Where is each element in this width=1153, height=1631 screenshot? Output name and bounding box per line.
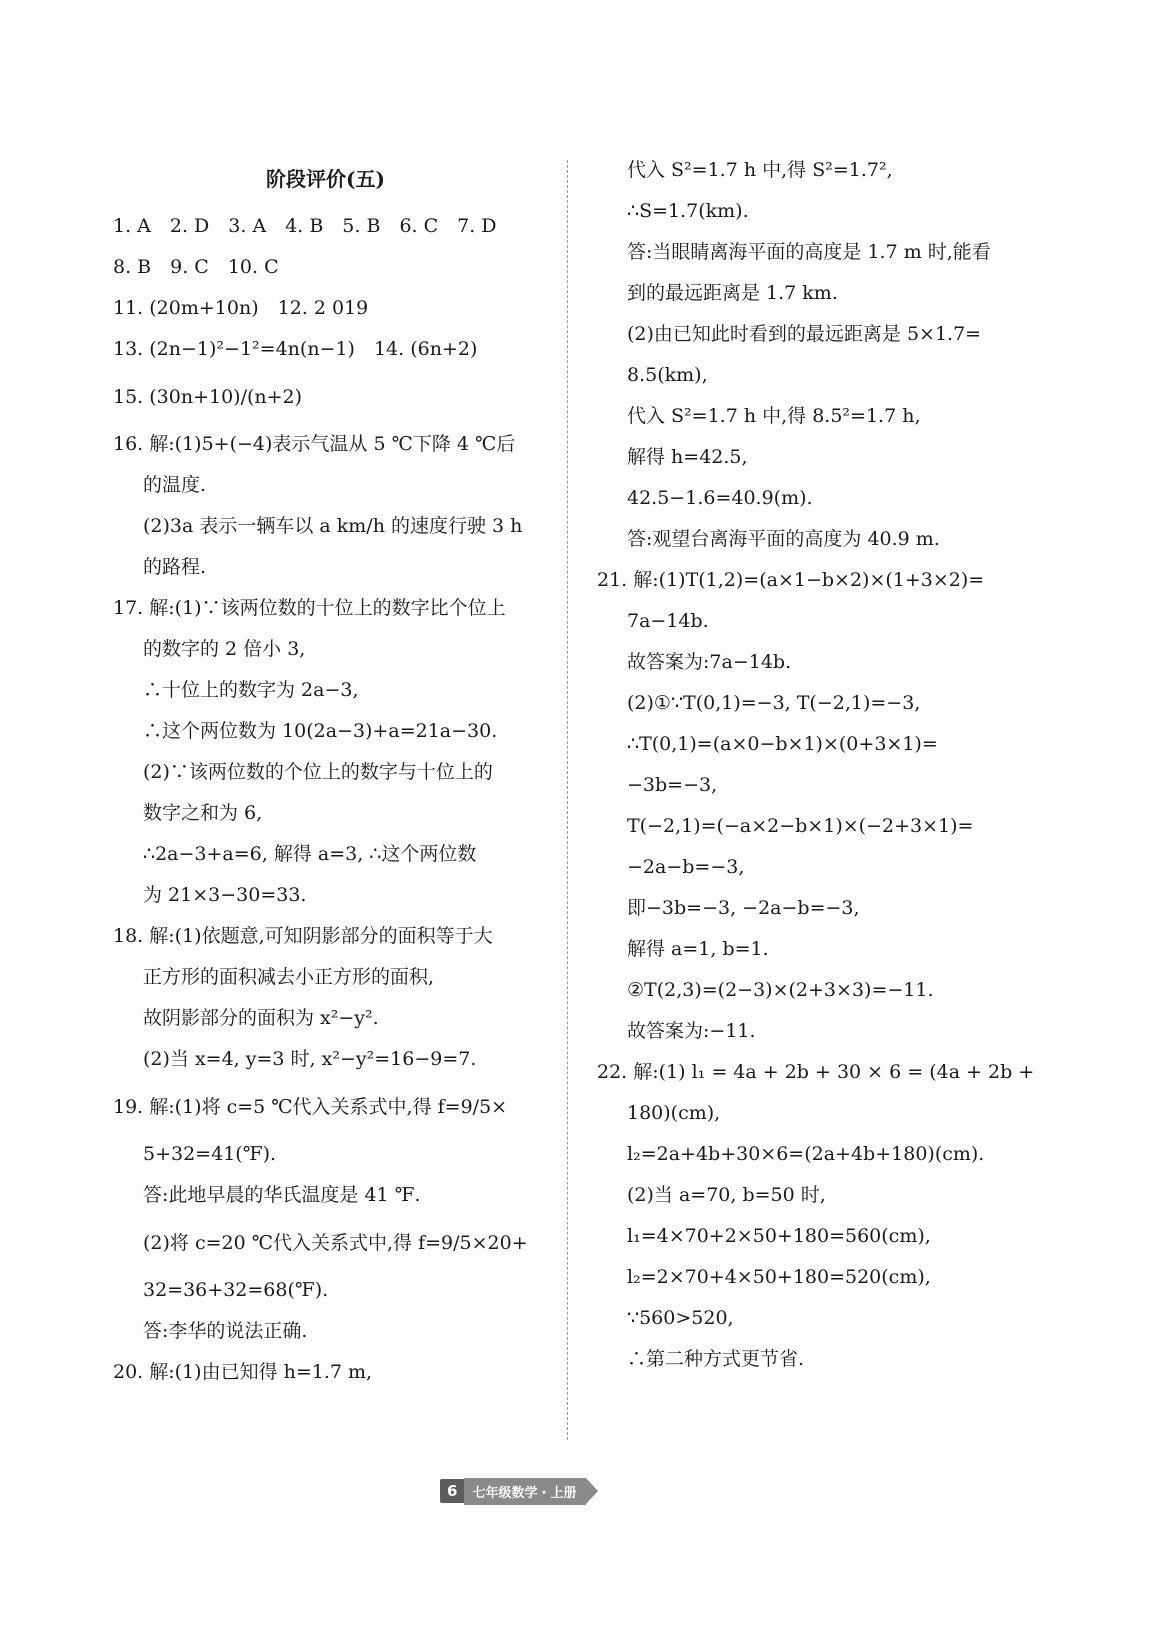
answer-line: 为 21×3−30=33. bbox=[143, 884, 307, 906]
book-title: 七年级数学・上册 bbox=[464, 1478, 586, 1505]
answer-line: 42.5−1.6=40.9(m). bbox=[627, 487, 813, 509]
right-answer-lines bbox=[597, 150, 1037, 1380]
answer-line: 答:当眼睛离海平面的高度是 1.7 m 时,能看 bbox=[627, 241, 991, 263]
answer-line: (2)当 a=70, b=50 时, bbox=[627, 1184, 826, 1206]
answer-line: 22. 解:(1) l₁ = 4a + 2b + 30 × 6 = (4a + 2b + bbox=[597, 1061, 1035, 1083]
answer-line: 32=36+32=68(℉). bbox=[143, 1279, 329, 1301]
left-answer-lines bbox=[113, 206, 538, 1393]
answer-line: −2a−b=−3, bbox=[627, 856, 745, 878]
answer-line: 故阴影部分的面积为 x²−y². bbox=[143, 1007, 379, 1029]
answer-line: T(−2,1)=(−a×2−b×1)×(−2+3×1)= bbox=[627, 815, 974, 837]
answer-line: 正方形的面积减去小正方形的面积, bbox=[143, 966, 435, 988]
right-column bbox=[597, 150, 1037, 1380]
page-footer bbox=[440, 1478, 598, 1504]
answer-line: 5+32=41(℉). bbox=[143, 1143, 277, 1165]
left-column bbox=[113, 150, 538, 1393]
answer-line: l₁=4×70+2×50+180=560(cm), bbox=[627, 1225, 931, 1247]
answer-line: l₂=2a+4b+30×6=(2a+4b+180)(cm). bbox=[627, 1143, 985, 1165]
answer-line: −3b=−3, bbox=[627, 774, 718, 796]
answer-line: (2)由已知此时看到的最远距离是 5×1.7= bbox=[627, 323, 982, 345]
answer-line: 8.5(km), bbox=[627, 364, 708, 386]
answer-line: ∴S=1.7(km). bbox=[627, 200, 749, 222]
answer-line: 解得 h=42.5, bbox=[627, 446, 748, 468]
answer-line: 180)(cm), bbox=[627, 1102, 721, 1124]
answer-line: 解得 a=1, b=1. bbox=[627, 938, 769, 960]
answer-line: 的路程. bbox=[143, 556, 207, 578]
answer-line: (2)当 x=4, y=3 时, x²−y²=16−9=7. bbox=[143, 1048, 477, 1070]
answer-line: 17. 解:(1)∵该两位数的十位上的数字比个位上 bbox=[113, 597, 506, 619]
answer-line: ∴T(0,1)=(a×0−b×1)×(0+3×1)= bbox=[627, 733, 938, 755]
answer-line: 代入 S²=1.7 h 中,得 8.5²=1.7 h, bbox=[627, 405, 921, 427]
answer-line: (2)①∵T(0,1)=−3, T(−2,1)=−3, bbox=[627, 692, 921, 714]
answer-line: ∴2a−3+a=6, 解得 a=3, ∴这个两位数 bbox=[143, 843, 477, 865]
answer-line: 代入 S²=1.7 h 中,得 S²=1.7², bbox=[627, 159, 893, 181]
answer-line: 故答案为:−11. bbox=[627, 1020, 756, 1042]
answer-line: 即−3b=−3, −2a−b=−3, bbox=[627, 897, 860, 919]
answer-line: 19. 解:(1)将 c=5 ℃代入关系式中,得 f=9/5× bbox=[113, 1096, 508, 1118]
answer-line: ∴第二种方式更节省. bbox=[627, 1348, 805, 1370]
answer-line: 11. (20m+10n) 12. 2 019 bbox=[113, 297, 369, 319]
answer-line: ∵560>520, bbox=[627, 1307, 734, 1329]
answer-line: 答:此地早晨的华氏温度是 41 ℉. bbox=[143, 1184, 421, 1206]
page-number: 6 bbox=[440, 1479, 464, 1503]
answer-line: 的数字的 2 倍小 3, bbox=[143, 638, 306, 660]
answer-line: ∴这个两位数为 10(2a−3)+a=21a−30. bbox=[143, 720, 498, 742]
answer-line: ∴十位上的数字为 2a−3, bbox=[143, 679, 359, 701]
answer-line: (2)∵该两位数的个位上的数字与十位上的 bbox=[143, 761, 493, 783]
answer-line: ②T(2,3)=(2−3)×(2+3×3)=−11. bbox=[627, 979, 934, 1001]
answer-line: 21. 解:(1)T(1,2)=(a×1−b×2)×(1+3×2)= bbox=[597, 569, 985, 591]
answer-line: 1. A 2. D 3. A 4. B 5. B 6. C 7. D bbox=[113, 215, 497, 237]
answer-line: 到的最远距离是 1.7 km. bbox=[627, 282, 838, 304]
answer-line: 的温度. bbox=[143, 474, 207, 496]
answer-line: 故答案为:7a−14b. bbox=[627, 651, 792, 673]
answer-line: l₂=2×70+4×50+180=520(cm), bbox=[627, 1266, 931, 1288]
section-title: 阶段评价(五) bbox=[266, 167, 385, 191]
footer-arrow-icon bbox=[586, 1478, 598, 1504]
answer-line: 13. (2n−1)²−1²=4n(n−1) 14. (6n+2) bbox=[113, 338, 478, 360]
answer-line: 20. 解:(1)由已知得 h=1.7 m, bbox=[113, 1361, 373, 1383]
answer-line: 答:观望台离海平面的高度为 40.9 m. bbox=[627, 528, 940, 550]
answer-line: 数字之和为 6, bbox=[143, 802, 263, 824]
answer-line: 答:李华的说法正确. bbox=[143, 1320, 308, 1342]
answer-line: 8. B 9. C 10. C bbox=[113, 256, 279, 278]
answer-line: (2)3a 表示一辆车以 a km/h 的速度行驶 3 h bbox=[143, 515, 523, 537]
answer-line: 7a−14b. bbox=[627, 610, 709, 632]
answer-line: 18. 解:(1)依题意,可知阴影部分的面积等于大 bbox=[113, 925, 493, 947]
answer-line: 15. (30n+10)/(n+2) bbox=[113, 386, 303, 408]
answer-line: 16. 解:(1)5+(−4)表示气温从 5 ℃下降 4 ℃后 bbox=[113, 433, 516, 455]
column-divider bbox=[567, 160, 568, 1440]
answer-line: (2)将 c=20 ℃代入关系式中,得 f=9/5×20+ bbox=[143, 1232, 528, 1254]
